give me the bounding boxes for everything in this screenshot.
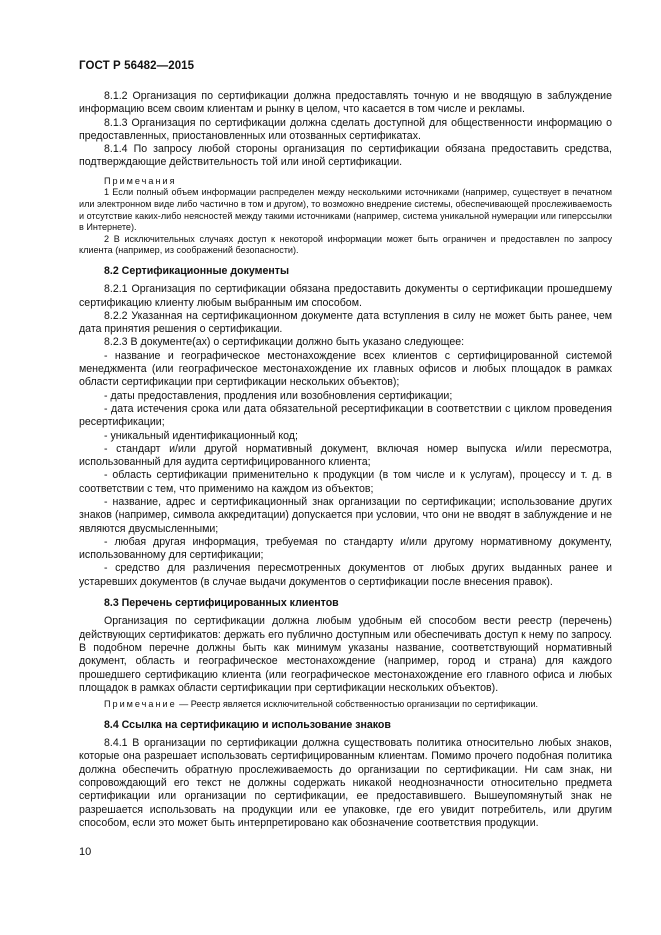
- document-body: [79, 90, 612, 830]
- clause-8-1-3: 8.1.3 Организация по сертификации должна сделать доступной для общественности информацию о предоставленных, приостановленных или отозванных сертификатах.: [79, 116, 612, 142]
- page-number: 10: [79, 846, 92, 858]
- section-8-4-heading: 8.4 Ссылка на сертификацию и использование знаков: [104, 718, 391, 731]
- list-item: - даты предоставления, продления или возобновления сертификации;: [104, 389, 453, 402]
- clause-8-2-1: 8.2.1 Организация по сертификации обязана предоставить документы о сертификации прошедшему сертификацию клиенту любым выбранным им способом.: [79, 283, 612, 309]
- list-item: - стандарт и/или другой нормативный документ, включая номер выпуска и/или пересмотра, использованный для аудита сертифицированного клиента;: [79, 442, 612, 469]
- note-1: 1 Если полный объем информации распределен между несколькими источниками (например, существует в печатном или электронном виде либо частично в том и другом), то возможно внедрение системы, обеспечивающей прослеживаемость и отсутствие каких-либо неясностей между такими источниками (например, система уникальной нумерации или гиперссылки в Интернете).: [79, 187, 613, 233]
- clause-8-1-2: 8.1.2 Организация по сертификации должна предоставлять точную и не вводящую в заблуждение информацию всем своим клиентам и рынку в целом, что касается в том числе и рекламы.: [79, 90, 612, 116]
- list-item: - средство для различения пересмотренных документов от любых других выданных ранее и устаревших документов (в случае выдачи документов о сертификации после внесения правок).: [79, 562, 612, 588]
- section-8-3-text: Организация по сертификации должна любым удобным ей способом вести реестр (перечень) действующих сертификатов: держать его публично доступным или обеспечивать доступ к нему по запросу. В подобном перечне должны быть как минимум указаны название, соответствующий нормативный документ, область и географическое местонахождение (например, город и страна) для каждого прошедшего сертификацию клиента (или географическое местонахождение его главного офиса и любых площадок в рамках области сертификации при сертификации нескольких объектов).: [79, 615, 612, 694]
- list-item: - название, адрес и сертификационный знак организации по сертификации; использование других знаков (например, символа аккредитации) допускается при условии, что они не вводят в заблуждение и не являются двусмысленными;: [79, 495, 612, 535]
- section-8-2-heading: 8.2 Сертификационные документы: [104, 264, 290, 277]
- note-2: 2 В исключительных случаях доступ к некоторой информации может быть ограничен и предоставлен по запросу клиента (например, из соображений безопасности).: [79, 233, 612, 256]
- list-item: - дата истечения срока или дата обязательной ресертификации в соответствии с циклом проведения ресертификации;: [79, 402, 612, 429]
- note-label: Примечание: [104, 699, 177, 710]
- clause-8-2-2: 8.2.2 Указанная на сертификационном документе дата вступления в силу не может быть ранее, чем дата принятия решения о сертификации.: [79, 309, 612, 336]
- note-8-3: [79, 699, 612, 711]
- list-item: - название и географическое местонахождение всех клиентов с сертифицированной системой менеджмента (или географическое местонахождение их главных офисов и любых площадок в рамках области сертификации при сертификации нескольких объектов);: [79, 349, 612, 389]
- clause-8-4-1: 8.4.1 В организации по сертификации должна существовать политика относительно любых знаков, которые она разрешает использовать сертифицированным клиентам. Помимо прочего подобная политика должна обеспечить обратную прослеживаемость до организации по сертификации. Ни сам знак, ни сопровождающий его текст не должны содержать никакой неоднозначности относительно предмета сертификации или организации по сертификации, ее предоставившего. Вышеупомянутый знак не разрешается использовать на продукции или ее упаковке, где его увидит потребитель, или другим способом, если это может быть интерпретировано как обозначение соответствия продукции.: [79, 737, 612, 829]
- clause-8-2-3: 8.2.3 В документе(ах) о сертификации должно быть указано следующее:: [104, 336, 465, 349]
- list-item: - любая другая информация, требуемая по стандарту и/или другому нормативному документу, использованному для сертификации;: [79, 535, 612, 562]
- list-item: - уникальный идентификационный код;: [104, 429, 298, 442]
- notes-title: Примечания: [104, 175, 177, 186]
- standard-designation: ГОСТ Р 56482—2015: [79, 60, 195, 72]
- note-text: — Реестр является исключительной собственностью организации по сертификации.: [176, 699, 539, 710]
- section-8-3-heading: 8.3 Перечень сертифицированных клиентов: [104, 597, 339, 610]
- clause-8-1-4: 8.1.4 По запросу любой стороны организация по сертификации обязана предоставить средства, подтверждающие действительность той или иной сертификации.: [79, 143, 612, 169]
- list-item: - область сертификации применительно к продукции (в том числе и к услугам), процессу и т. д. в соответствии с тем, что применимо на каждом из объектов;: [79, 469, 612, 495]
